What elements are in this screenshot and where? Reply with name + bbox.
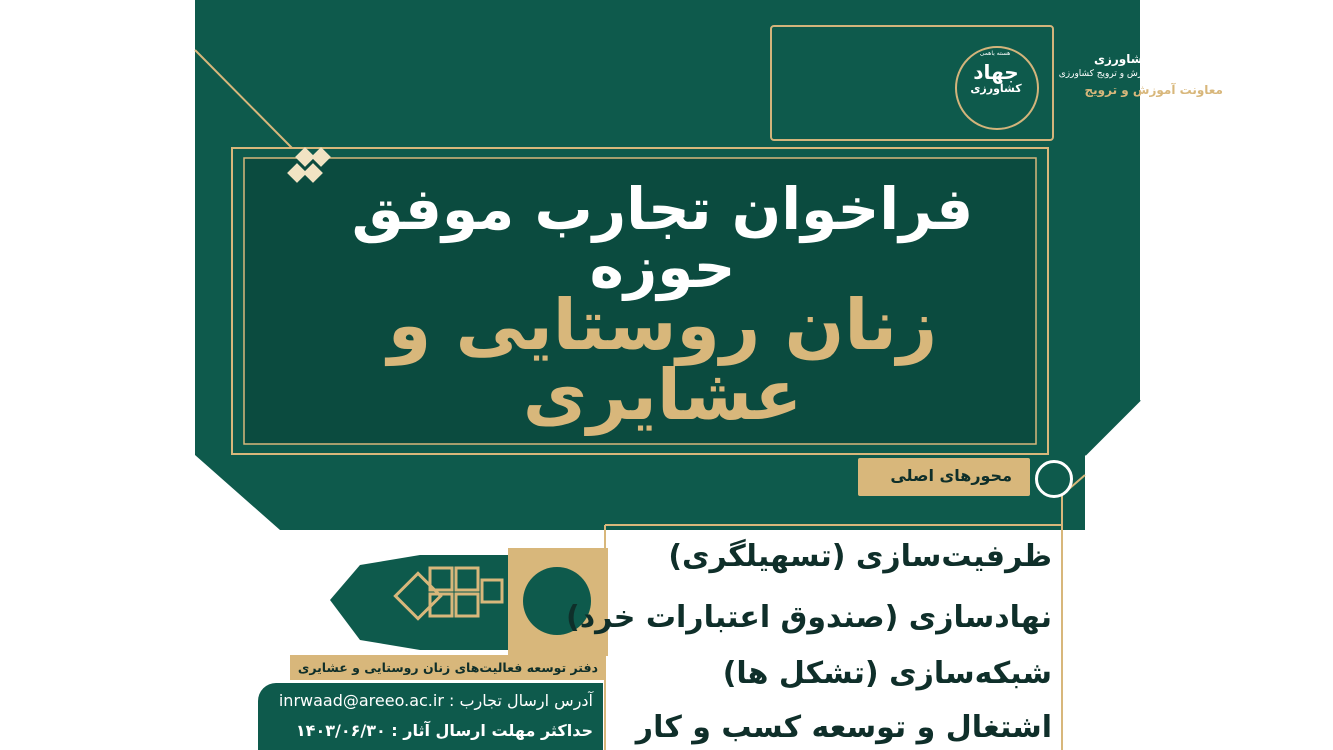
deputy-name: معاونت آموزش و ترویج — [1084, 83, 1223, 98]
contact-box — [258, 683, 603, 750]
deadline-label: حداکثر مهلت ارسال آثار : — [391, 721, 593, 740]
ministry-name: وزارت جهاد کشاورزی — [1093, 52, 1223, 66]
deadline-row — [270, 721, 593, 740]
main-axes-tag — [858, 458, 1030, 496]
axis-item: نهادسازی (صندوق اعتبارات خرد) — [566, 600, 1052, 635]
title-line-2: زنان روستایی و عشایری — [387, 284, 938, 436]
axis-item: اشتغال و توسعه کسب و کار — [635, 710, 1052, 745]
logo-word1: جهاد — [973, 60, 1019, 84]
axes-bullet-icon — [1035, 460, 1073, 498]
address-label: آدرس ارسال تجارب : — [449, 691, 593, 710]
logo-word2: کشاورزی — [970, 82, 1022, 95]
email-link[interactable]: inrwaad@areeo.ac.ir — [278, 691, 444, 710]
organization-name: سازمان تحقیقات، آموزش و ترویج کشاورزی — [1058, 69, 1223, 80]
office-name: دفتر توسعه فعالیت‌های زنان روستایی و عشایری — [290, 655, 606, 680]
axis-item: شبکه‌سازی (تشکل ها) — [722, 656, 1052, 691]
deadline-value: ۱۴۰۳/۰۶/۳۰ — [295, 721, 386, 740]
logo-wordmark — [966, 62, 1026, 95]
title-line-1: فراخوان تجارب موفق حوزه — [351, 175, 974, 301]
logo-top-text: هسته باهمی — [979, 50, 1011, 57]
address-row — [270, 691, 593, 710]
main-axes-label: محورهای اصلی — [890, 466, 1012, 485]
axis-item: ظرفیت‌سازی (تسهیلگری) — [668, 539, 1052, 574]
